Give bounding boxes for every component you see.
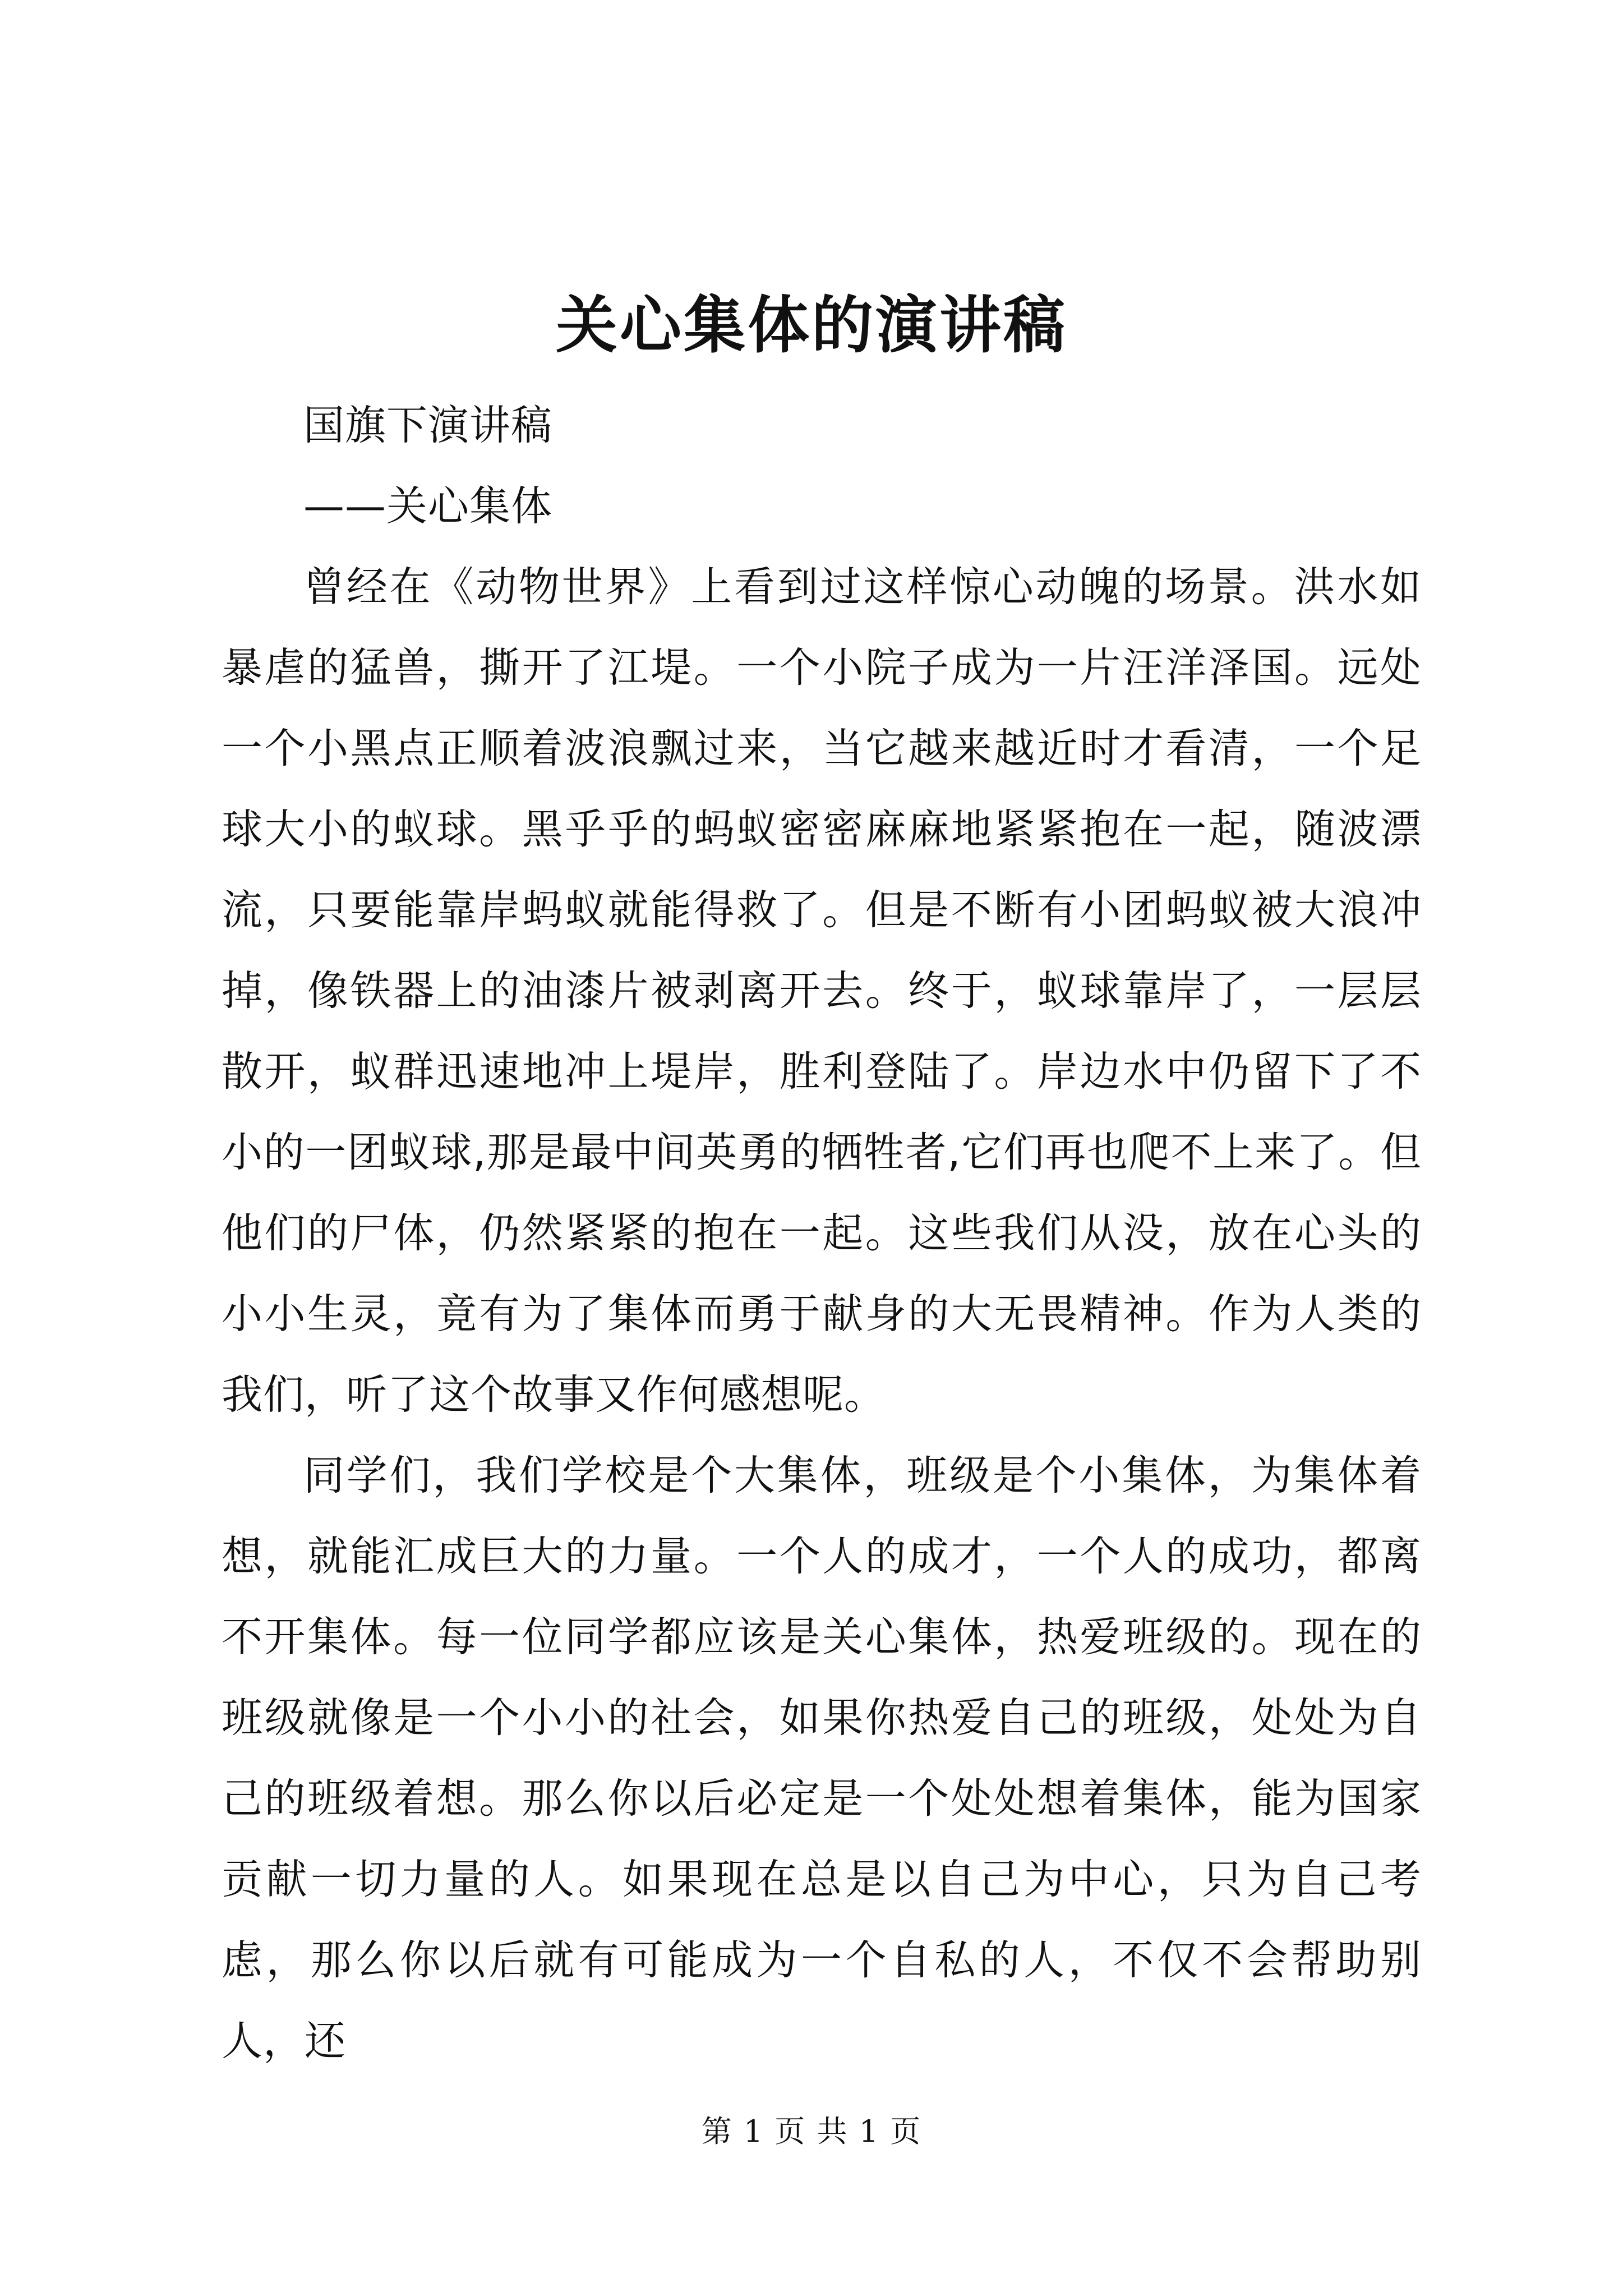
- speech-topic: ——关心集体: [303, 482, 552, 530]
- body-paragraph-2: 同学们，我们学校是个大集体，班级是个小集体，为集体着想，就能汇成巨大的力量。一个人的成才，一个人的成功，都离不开集体。每一位同学都应该是关心集体，热爱班级的。现在的班级就像是一个小小的社会，如果你热爱自己的班级，处处为自己的班级着想。那么你以后必定是一个处处想着集体，能为国家贡献一切力量的人。如果现在总是以自己为中心，只为自己考虑，那么你以后就有可能成为一个自私的人，不仅不会帮助别人，还: [222, 1452, 1422, 2065]
- page-footer: 第 1 页 共 1 页: [701, 2114, 922, 2149]
- document-title: 关心集体的演讲稿: [556, 289, 1067, 361]
- speech-subtitle: 国旗下演讲稿: [303, 402, 552, 449]
- body-paragraph-1: 曾经在《动物世界》上看到过这样惊心动魄的场景。洪水如暴虐的猛兽，撕开了江堤。一个小院子成为一片汪洋泽国。远处一个小黑点正顺着波浪飘过来，当它越来越近时才看清，一个足球大小的蚁球。黑乎乎的蚂蚁密密麻麻地紧紧抱在一起，随波漂流，只要能靠岸蚂蚁就能得救了。但是不断有小团蚂蚁被大浪冲掉，像铁器上的油漆片被剥离开去。终于，蚁球靠岸了，一层层散开，蚁群迅速地冲上堤岸，胜利登陆了。岸边水中仍留下了不小的一团蚁球,那是最中间英勇的牺牲者,它们再也爬不上来了。但他们的尸体，仍然紧紧的抱在一起。这些我们从没，放在心头的小小生灵，竟有为了集体而勇于献身的大无畏精神。作为人类的我们，听了这个故事又作何感想呢。: [222, 563, 1422, 1419]
- document-body: [222, 385, 1422, 2082]
